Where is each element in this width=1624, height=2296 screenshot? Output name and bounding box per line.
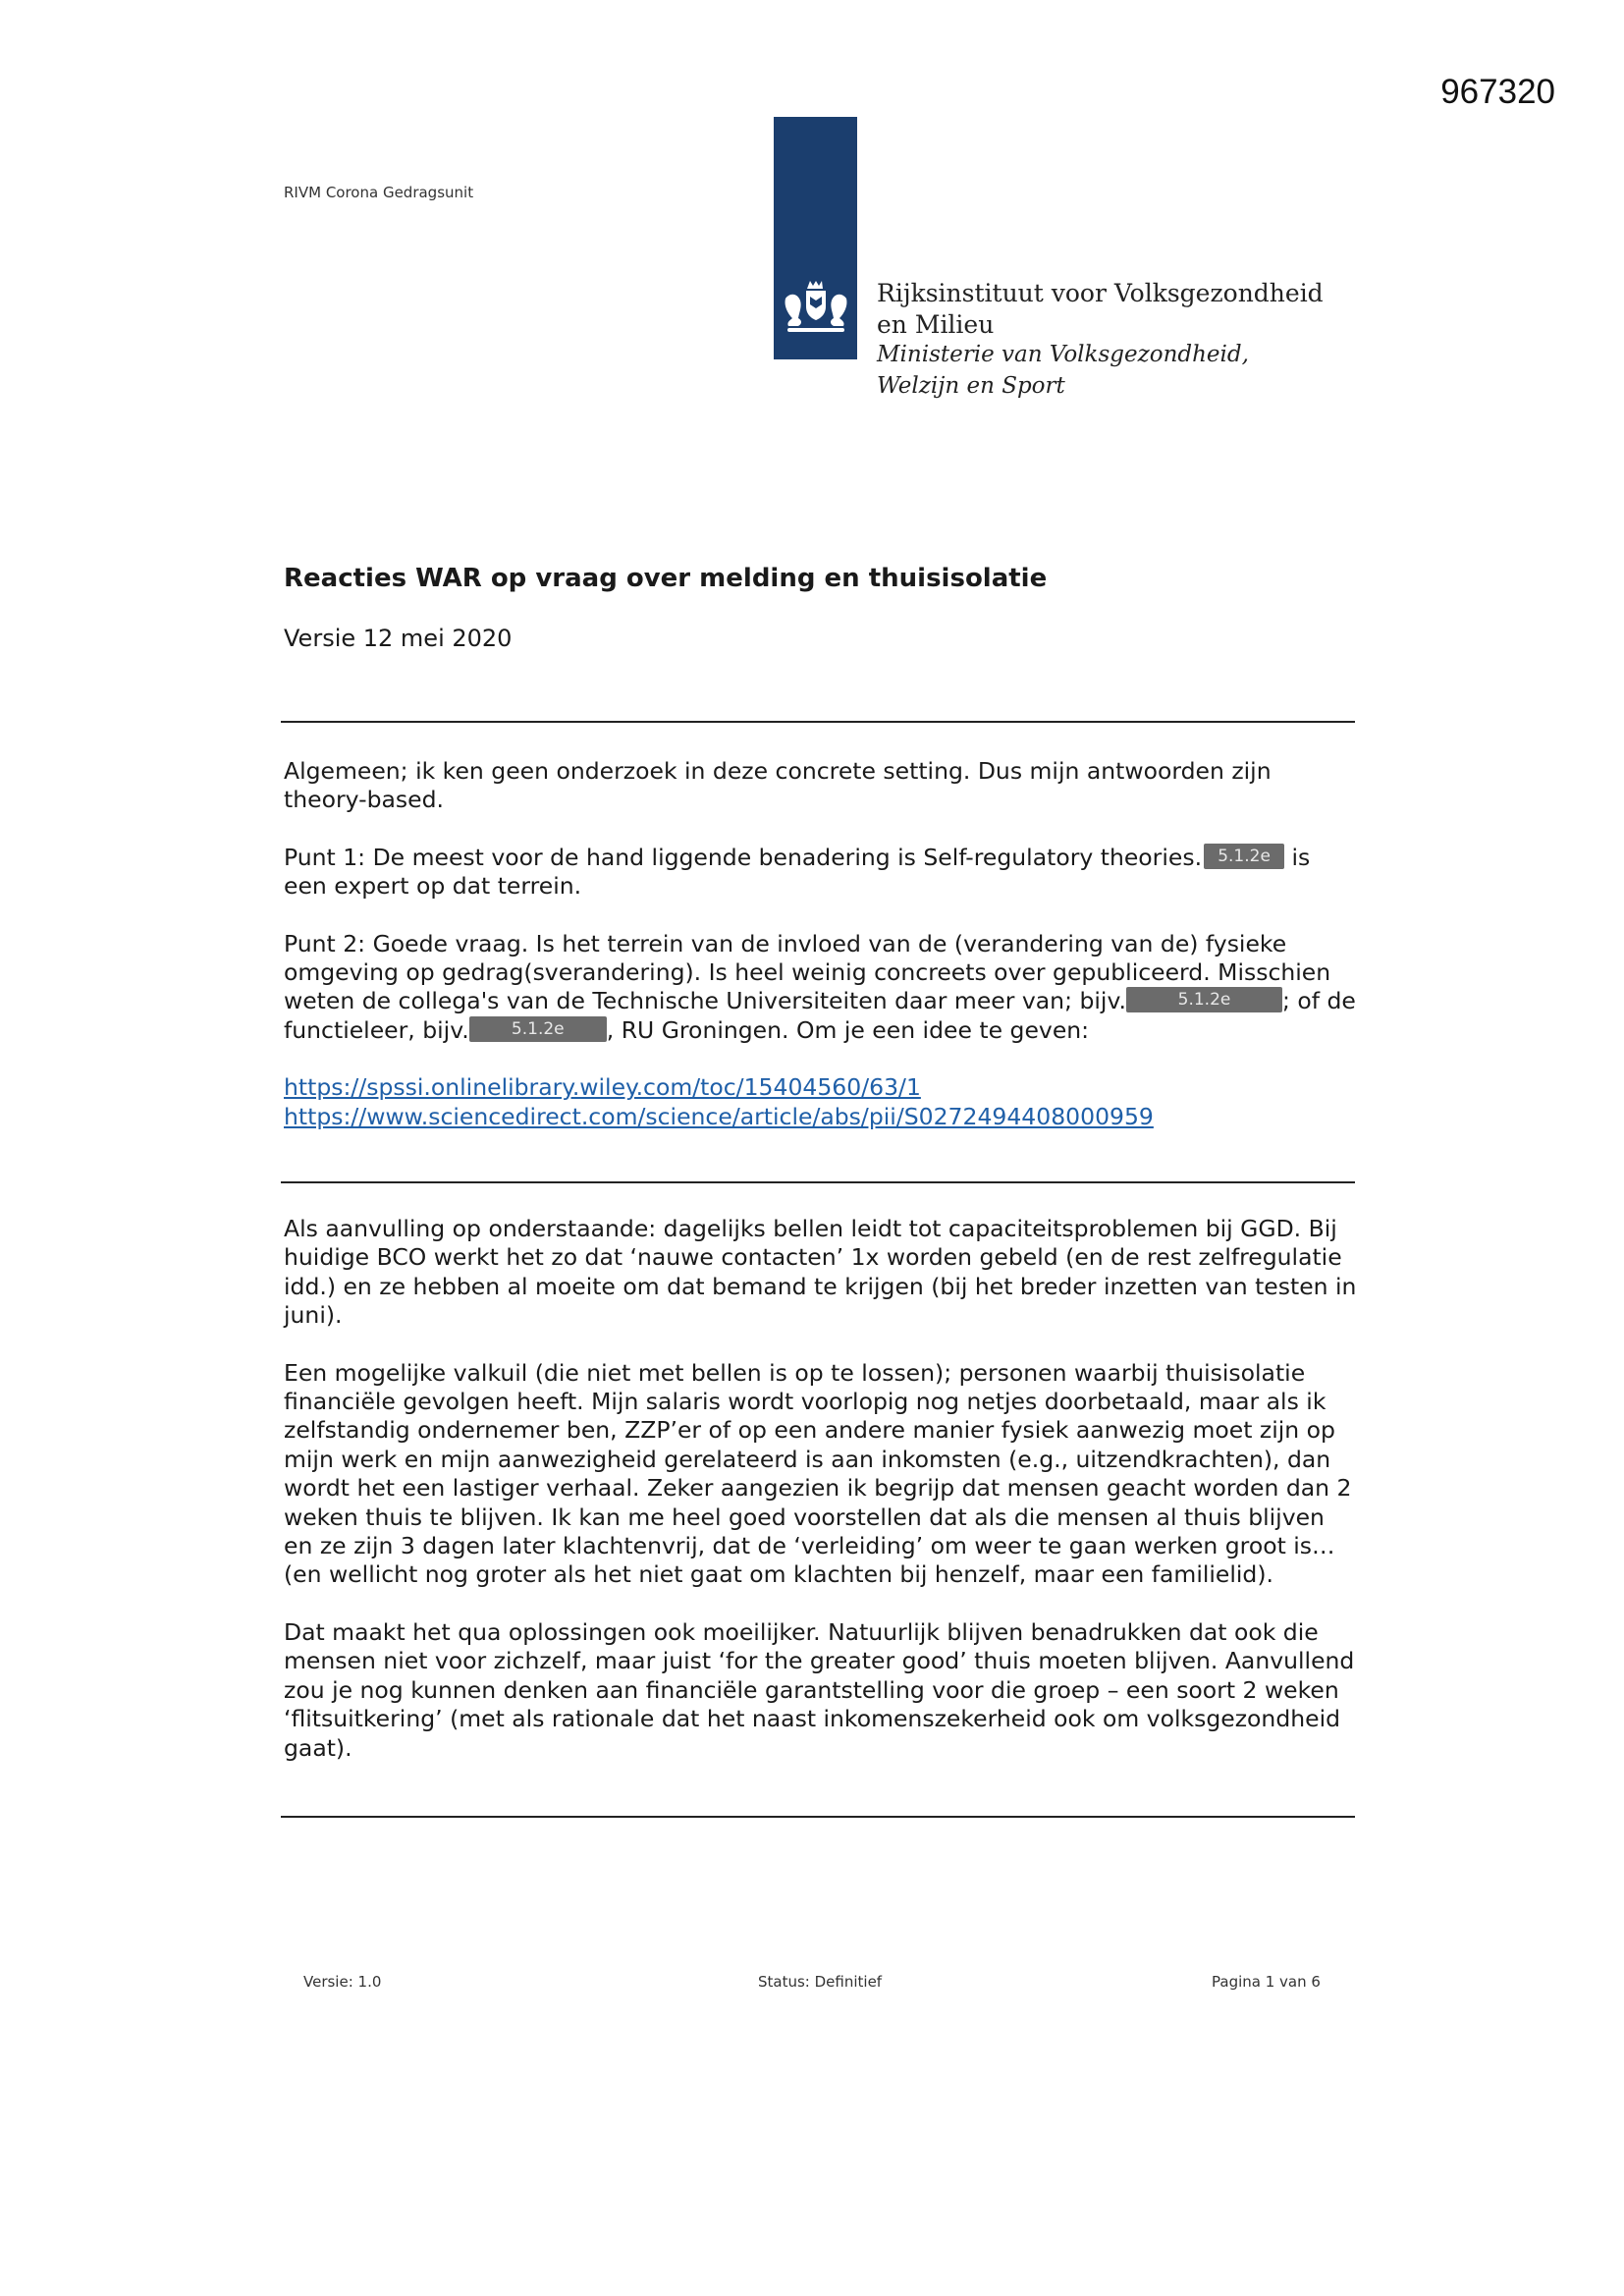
document-number: 967320 bbox=[1440, 73, 1555, 111]
document-title: Reacties WAR op vraag over melding en thuisisolatie bbox=[284, 564, 1048, 593]
reference-link-wiley[interactable]: https://spssi.onlinelibrary.wiley.com/toc/15404560/63/1 bbox=[284, 1073, 921, 1102]
capacity-paragraph: Als aanvulling op onderstaande: dagelijks bellen leidt tot capaciteitsproblemen bij GGD. Bij huidige BCO werkt het zo dat ‘nauwe contacten’ 1x worden gebeld (en de rest zelfregulatie idd.) en ze hebben al moeite om dat bemand te krijgen (bij het breder inzetten van testen in juni). bbox=[284, 1215, 1357, 1330]
punt-1-text-end: is een expert op dat terrein. bbox=[284, 843, 1311, 901]
reference-link-sciencedirect[interactable]: https://www.sciencedirect.com/science/article/abs/pii/S0272494408000959 bbox=[284, 1102, 1154, 1130]
punt-1-paragraph bbox=[284, 844, 1359, 902]
org-name-line-2: en Milieu bbox=[877, 310, 995, 339]
punt-2-text: Punt 2: Goede vraag. Is het terrein van de invloed van de (verandering van de) fysieke omgeving op gedrag(sverandering). Is heel weinig concreets over gepubliceerd. Misschien weten de collega's van de Technische Universiteiten daar meer van; bijv. bbox=[284, 929, 1331, 1015]
footer-version: Versie: 1.0 bbox=[303, 1973, 382, 1991]
ministry-line-1: Ministerie van Volksgezondheid, bbox=[877, 342, 1249, 367]
punt-2-text-end: , RU Groningen. Om je een idee te geven: bbox=[606, 1015, 1090, 1044]
general-paragraph: Algemeen; ik ken geen onderzoek in deze concrete setting. Dus mijn antwoorden zijn theory-based. bbox=[284, 757, 1272, 814]
footer-page-number: Pagina 1 van 6 bbox=[1212, 1973, 1321, 1991]
punt-2-text-mid: ; of de functieleer, bijv. bbox=[284, 987, 1356, 1044]
document-version-date: Versie 12 mei 2020 bbox=[284, 625, 513, 652]
unit-name: RIVM Corona Gedragsunit bbox=[284, 184, 474, 201]
redaction-box: 5.1.2e bbox=[469, 1016, 607, 1042]
punt-1-text: Punt 1: De meest voor de hand liggende benadering is Self-regulatory theories. bbox=[284, 843, 1203, 871]
divider bbox=[281, 721, 1355, 723]
ministry-line-2: Welzijn en Sport bbox=[877, 373, 1065, 399]
reference-links bbox=[284, 1073, 1359, 1131]
divider bbox=[281, 1816, 1355, 1818]
divider bbox=[281, 1181, 1355, 1183]
org-name-line-1: Rijksinstituut voor Volksgezondheid bbox=[877, 279, 1324, 307]
rijksoverheid-logo bbox=[774, 117, 857, 359]
section-1 bbox=[284, 757, 1359, 1131]
punt-2-paragraph bbox=[284, 930, 1359, 1046]
coat-of-arms-icon bbox=[778, 277, 854, 340]
pitfall-paragraph: Een mogelijke valkuil (die niet met bellen is op te lossen); personen waarbij thuisisolatie financiële gevolgen heeft. Mijn salaris wordt voorlopig nog netjes doorbetaald, maar als ik zelfstandig ondernemer ben, ZZP’er of op een andere manier fysiek aanwezig moet zijn op mijn werk en mijn aanwezigheid gerelateerd is aan inkomsten (e.g., uitzendkrachten), dan wordt het een lastiger verhaal. Zeker aangezien ik begrijp dat mensen geacht worden dan 2 weken thuis te blijven. Ik kan me heel goed voorstellen dat als die mensen al thuis blijven en ze zijn 3 dagen later klachtenvrij, dat de ‘verleiding’ om weer te gaan werken groot is… (en wellicht nog groter als het niet gaat om klachten bij henzelf, maar een familielid). bbox=[284, 1358, 1352, 1589]
redaction-box: 5.1.2e bbox=[1126, 987, 1282, 1012]
section-2 bbox=[284, 1215, 1359, 1763]
redaction-box: 5.1.2e bbox=[1204, 844, 1284, 869]
solutions-paragraph: Dat maakt het qua oplossingen ook moeilijker. Natuurlijk blijven benadrukken dat ook die mensen niet voor zichzelf, maar juist ‘for the greater good’ thuis moeten blijven. Aanvullend zou je nog kunnen denken aan financiële garantstelling voor die groep – een soort 2 weken ‘flitsuitkering’ (met als rationale dat het naast inkomenszekerheid ook om volksgezondheid gaat). bbox=[284, 1617, 1355, 1762]
footer-status: Status: Definitief bbox=[758, 1973, 883, 1991]
